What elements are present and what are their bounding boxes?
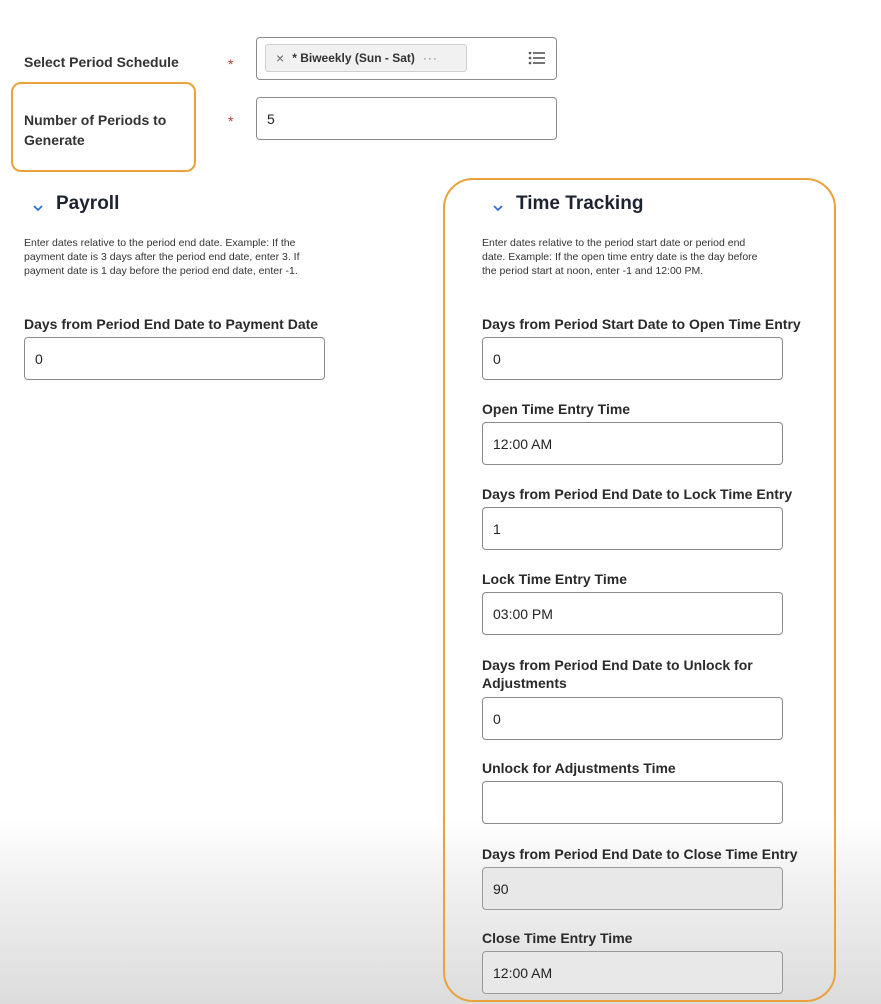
time-tracking-desc-line: the period start at noon, enter -1 and 12:00 PM. [482, 265, 704, 277]
close-time-value: 12:00 AM [493, 964, 553, 981]
close-time-label: Close Time Entry Time [482, 930, 633, 946]
open-time-label: Open Time Entry Time [482, 401, 631, 417]
remove-chip-icon[interactable]: × [276, 50, 285, 66]
open-time-value: 12:00 AM [493, 435, 553, 452]
unlock-time-label: Unlock for Adjustments Time [482, 760, 676, 776]
lock-days-label: Days from Period End Date to Lock Time Entry [482, 486, 793, 502]
required-indicator: * [228, 113, 234, 129]
open-days-input[interactable] [482, 337, 783, 380]
time-tracking-title: Time Tracking [516, 193, 644, 214]
payroll-title: Payroll [56, 193, 120, 214]
lock-time-label: Lock Time Entry Time [482, 571, 627, 587]
lock-days-value: 1 [493, 520, 501, 537]
payroll-desc-line: payment date is 3 days after the period end date, enter 3. If [24, 251, 300, 263]
unlock-days-value: 0 [493, 710, 501, 727]
time-tracking-description [482, 236, 827, 278]
open-time-input[interactable] [482, 422, 783, 465]
required-indicator: * [228, 56, 234, 72]
payment-days-value: 0 [35, 350, 43, 367]
lock-time-value: 03:00 PM [493, 605, 553, 622]
lock-time-input[interactable] [482, 592, 783, 635]
num-periods-input[interactable] [256, 97, 557, 140]
open-days-label: Days from Period Start Date to Open Time Entry [482, 316, 801, 332]
close-days-label: Days from Period End Date to Close Time Entry [482, 846, 798, 862]
payroll-header[interactable] [32, 193, 119, 215]
time-tracking-desc-line: date. Example: If the open time entry date is the day before [482, 251, 758, 263]
num-periods-label [24, 110, 166, 150]
payroll-desc-line: Enter dates relative to the period end date. Example: If the [24, 237, 296, 249]
unlock-days-label-line1: Days from Period End Date to Unlock for [482, 657, 753, 673]
payroll-desc-line: payment date is 1 day before the period end date, enter -1. [24, 265, 298, 277]
num-periods-label-line1: Number of Periods to [24, 112, 167, 128]
time-tracking-header[interactable] [492, 193, 643, 215]
time-tracking-desc-line: Enter dates relative to the period start date or period end [482, 237, 746, 249]
close-days-input[interactable] [482, 867, 783, 910]
close-time-input[interactable] [482, 951, 783, 994]
list-icon[interactable] [528, 50, 546, 69]
open-days-value: 0 [493, 350, 501, 367]
close-days-value: 90 [493, 880, 509, 897]
selected-schedule-chip[interactable] [265, 44, 467, 72]
unlock-days-input[interactable] [482, 697, 783, 740]
unlock-time-input[interactable] [482, 781, 783, 824]
period-schedule-select[interactable] [256, 37, 557, 80]
unlock-days-label [482, 656, 753, 692]
payment-days-label: Days from Period End Date to Payment Date [24, 316, 319, 332]
unlock-days-label-line2: Adjustments [482, 675, 567, 691]
period-schedule-label: Select Period Schedule [24, 54, 179, 70]
lock-days-input[interactable] [482, 507, 783, 550]
chevron-down-icon[interactable] [492, 198, 504, 210]
chevron-down-icon[interactable] [32, 198, 44, 210]
payment-days-input[interactable] [24, 337, 325, 380]
more-icon[interactable]: ··· [422, 51, 438, 65]
payroll-description [24, 236, 384, 278]
num-periods-value: 5 [267, 110, 275, 127]
selected-schedule-value: * Biweekly (Sun - Sat) [292, 51, 415, 65]
num-periods-label-line2: Generate [24, 132, 85, 148]
